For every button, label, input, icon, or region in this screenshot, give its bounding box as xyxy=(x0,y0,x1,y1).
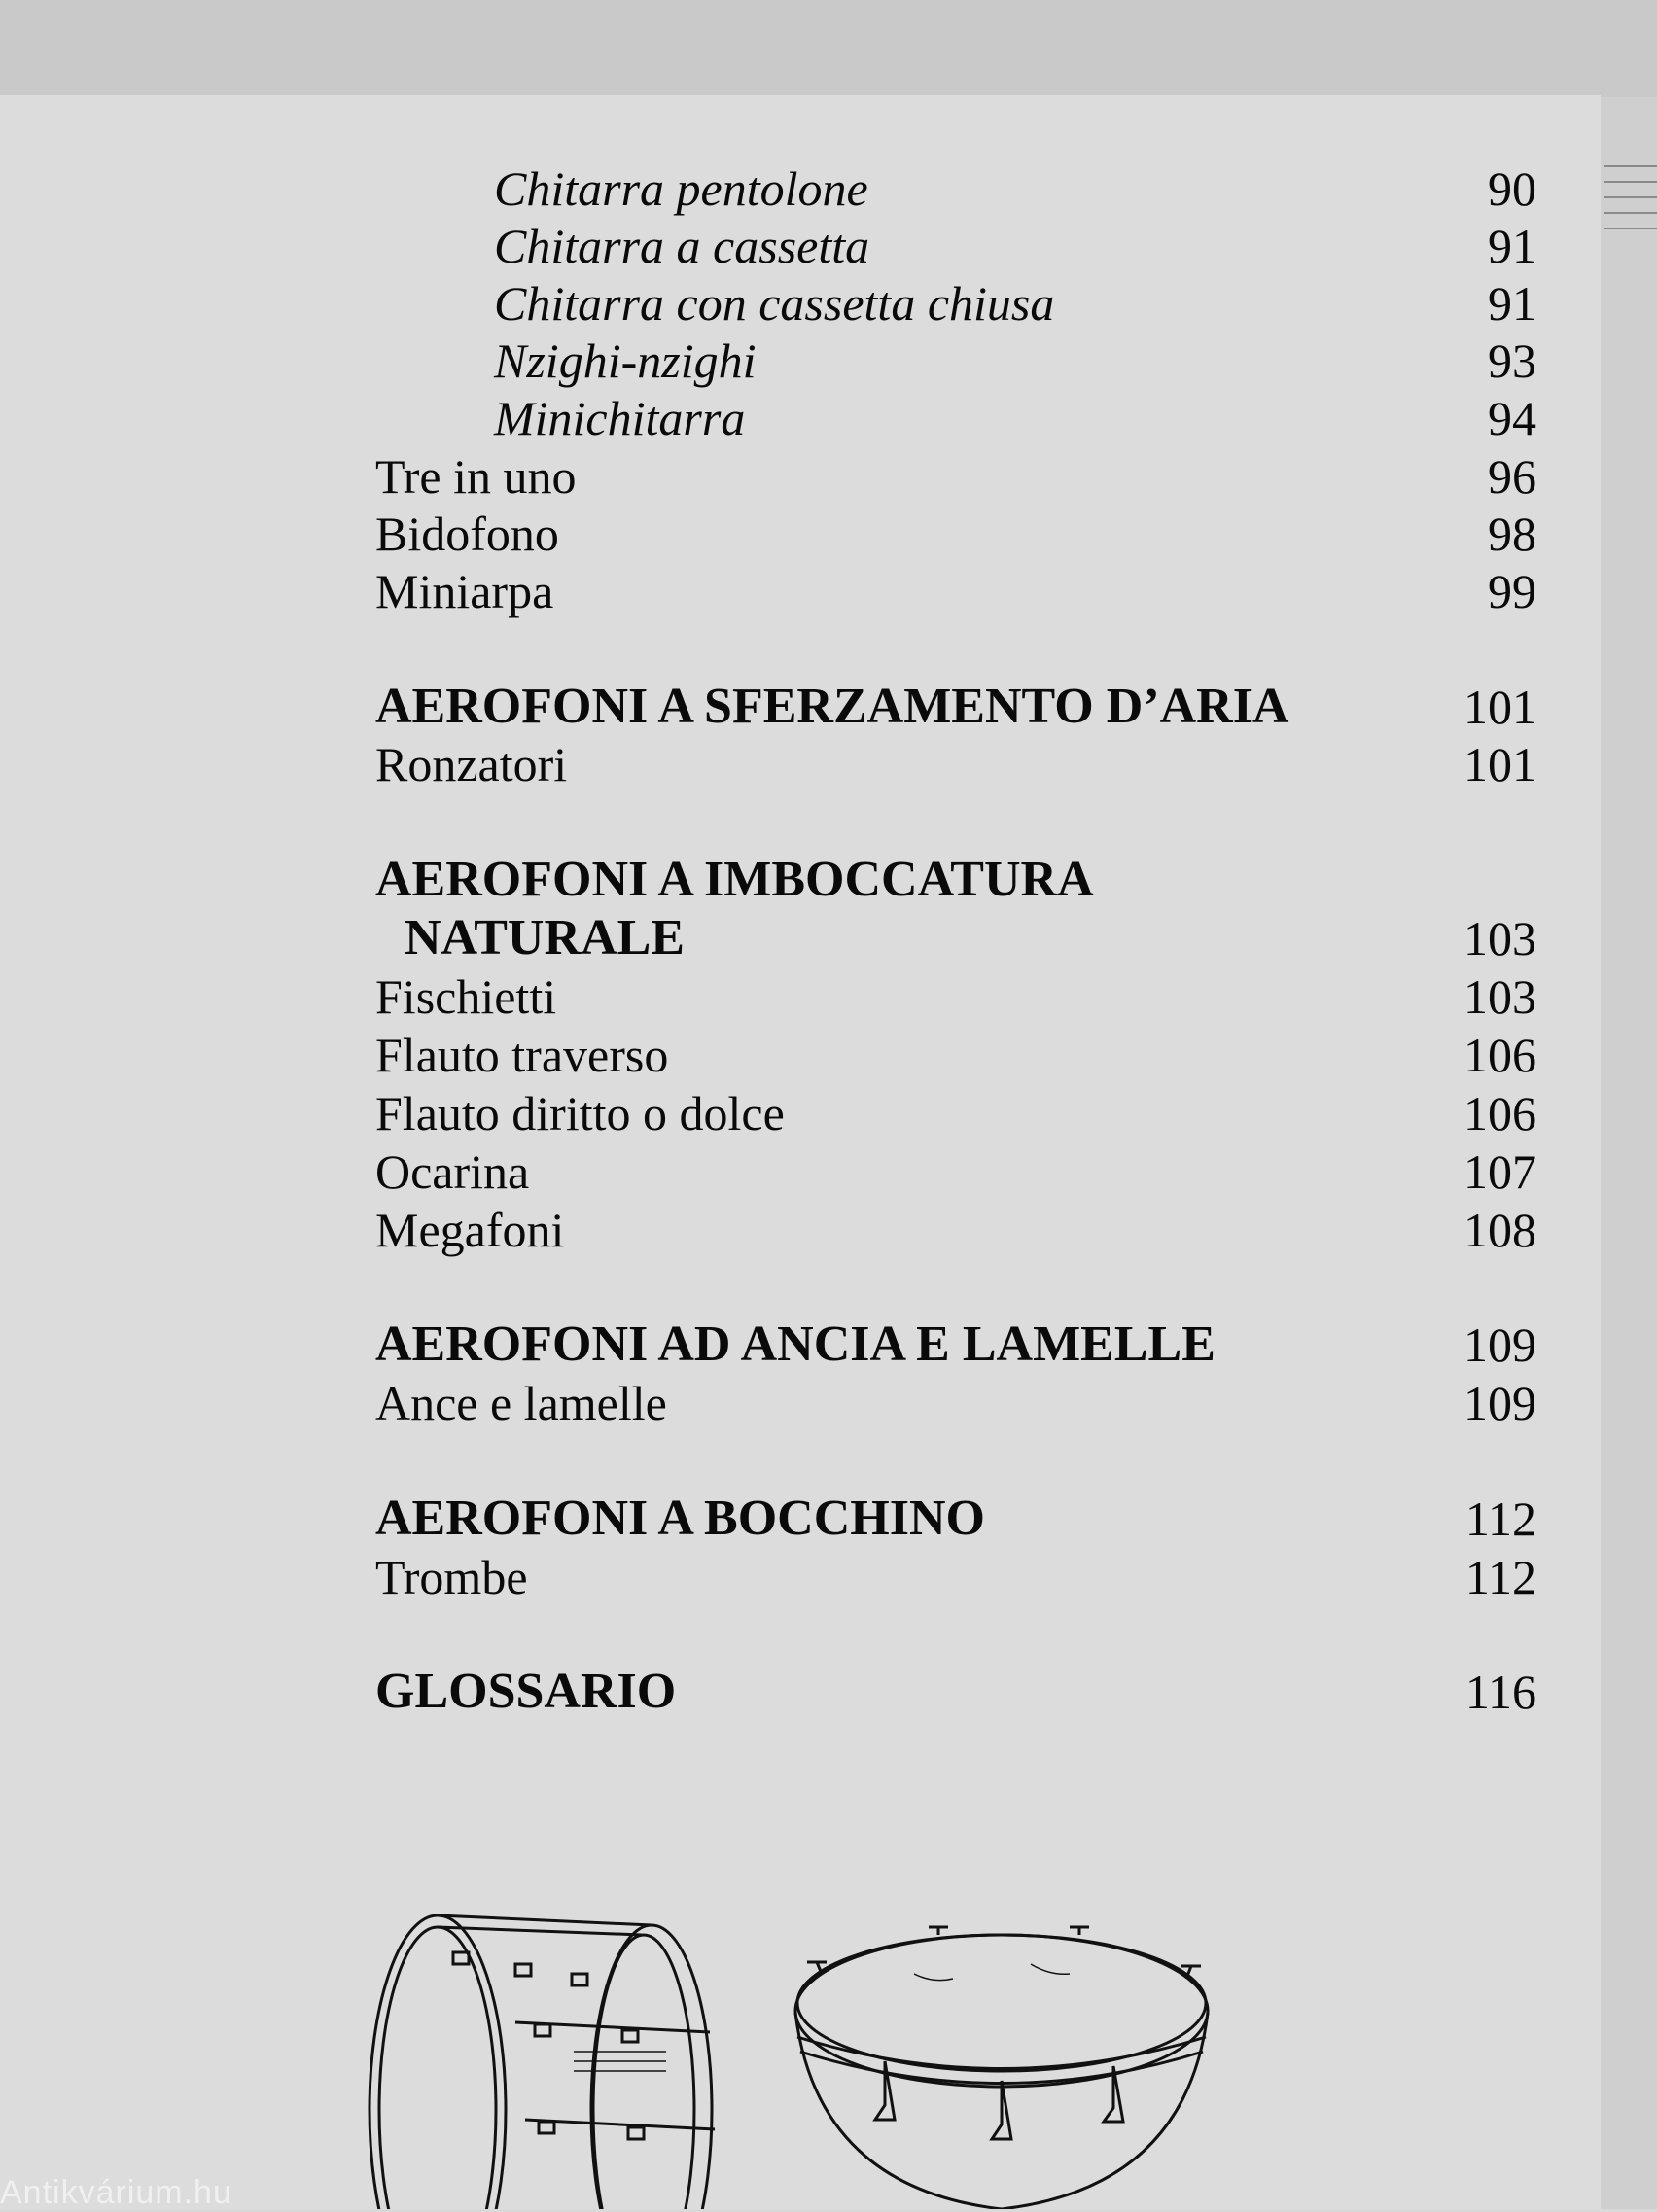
toc-row xyxy=(375,505,1536,563)
toc-title: Ocarina xyxy=(375,1144,530,1199)
toc-page-number: 109 xyxy=(1463,1317,1536,1372)
toc-section-row xyxy=(375,1663,1536,1721)
toc-title: Flauto diritto o dolce xyxy=(375,1086,785,1141)
toc-row xyxy=(375,1026,1536,1084)
toc-title: Chitarra con cassetta chiusa xyxy=(494,276,1055,331)
toc-row xyxy=(375,1201,1536,1259)
toc-page-number: 93 xyxy=(1488,334,1536,388)
toc-row xyxy=(375,389,1536,447)
toc-row xyxy=(375,1084,1536,1142)
watermark: Antikvárium.hu xyxy=(0,2174,232,2211)
toc-page-number: 116 xyxy=(1464,1665,1536,1719)
toc-page-number: 99 xyxy=(1488,564,1536,618)
toc-row xyxy=(375,274,1536,333)
toc-page-number: 103 xyxy=(1463,911,1536,966)
toc-section-title: GLOSSARIO xyxy=(375,1664,677,1719)
toc-page-number: 101 xyxy=(1463,737,1536,791)
toc-page-number: 112 xyxy=(1464,1492,1536,1546)
toc-section-title: AEROFONI A SFERZAMENTO D’ARIA xyxy=(375,679,1289,734)
toc-row xyxy=(375,1142,1536,1201)
toc-title: Chitarra a cassetta xyxy=(494,219,870,273)
toc-row xyxy=(375,1548,1536,1606)
toc-page-number: 90 xyxy=(1488,161,1536,216)
toc-row xyxy=(375,735,1536,793)
toc-section-row xyxy=(375,851,1536,909)
toc-page-number: 106 xyxy=(1463,1086,1536,1141)
toc-page-number: 103 xyxy=(1463,969,1536,1024)
toc-row xyxy=(375,1374,1536,1432)
toc-page-number: 98 xyxy=(1488,507,1536,561)
toc-row xyxy=(375,447,1536,506)
page-edge xyxy=(1601,97,1657,2209)
timpani-icon xyxy=(795,1927,1208,2209)
toc-section-title: NATURALE xyxy=(405,910,685,966)
toc-row xyxy=(375,562,1536,620)
toc-page-number: 91 xyxy=(1488,276,1536,331)
toc-page-number: 108 xyxy=(1463,1203,1536,1257)
toc-title: Ronzatori xyxy=(375,737,568,791)
toc-section-title: AEROFONI A IMBOCCATURA xyxy=(375,852,1094,907)
toc-title: Ance e lamelle xyxy=(375,1376,667,1430)
toc-page-number: 106 xyxy=(1463,1028,1536,1082)
toc-title: Fischietti xyxy=(375,969,557,1024)
toc-title: Miniarpa xyxy=(375,564,554,618)
toc-page-number: 109 xyxy=(1463,1376,1536,1430)
toc-row xyxy=(375,217,1536,275)
toc-title: Nzighi-nzighi xyxy=(494,334,757,388)
toc-page-number: 94 xyxy=(1488,391,1536,445)
toc-title: Megafoni xyxy=(375,1203,565,1257)
toc-title: Flauto traverso xyxy=(375,1028,669,1082)
toc-section-row xyxy=(375,678,1536,736)
toc-title: Trombe xyxy=(375,1550,528,1604)
toc-title: Minichitarra xyxy=(494,391,746,445)
toc-page-number: 96 xyxy=(1488,449,1536,504)
toc-section-row xyxy=(375,909,1536,967)
drum-illustration xyxy=(331,1906,1245,2209)
toc-page-number: 91 xyxy=(1488,219,1536,273)
toc-title: Bidofono xyxy=(375,507,559,561)
toc-section-row xyxy=(375,1316,1536,1374)
toc-section-row xyxy=(375,1490,1536,1548)
toc-row xyxy=(375,967,1536,1026)
toc-page-number: 112 xyxy=(1464,1550,1536,1604)
toc-page-number: 107 xyxy=(1463,1144,1536,1199)
toc-title: Chitarra pentolone xyxy=(494,161,868,216)
toc-row xyxy=(375,332,1536,390)
toc-section-title: AEROFONI A BOCCHINO xyxy=(375,1491,985,1546)
bass-drum-icon xyxy=(370,1915,715,2209)
page-edge-lines xyxy=(1604,165,1657,243)
toc-title: Tre in uno xyxy=(375,449,577,504)
toc-page-number: 101 xyxy=(1463,680,1536,734)
toc-section-title: AEROFONI AD ANCIA E LAMELLE xyxy=(375,1317,1216,1372)
toc-row xyxy=(375,159,1536,218)
